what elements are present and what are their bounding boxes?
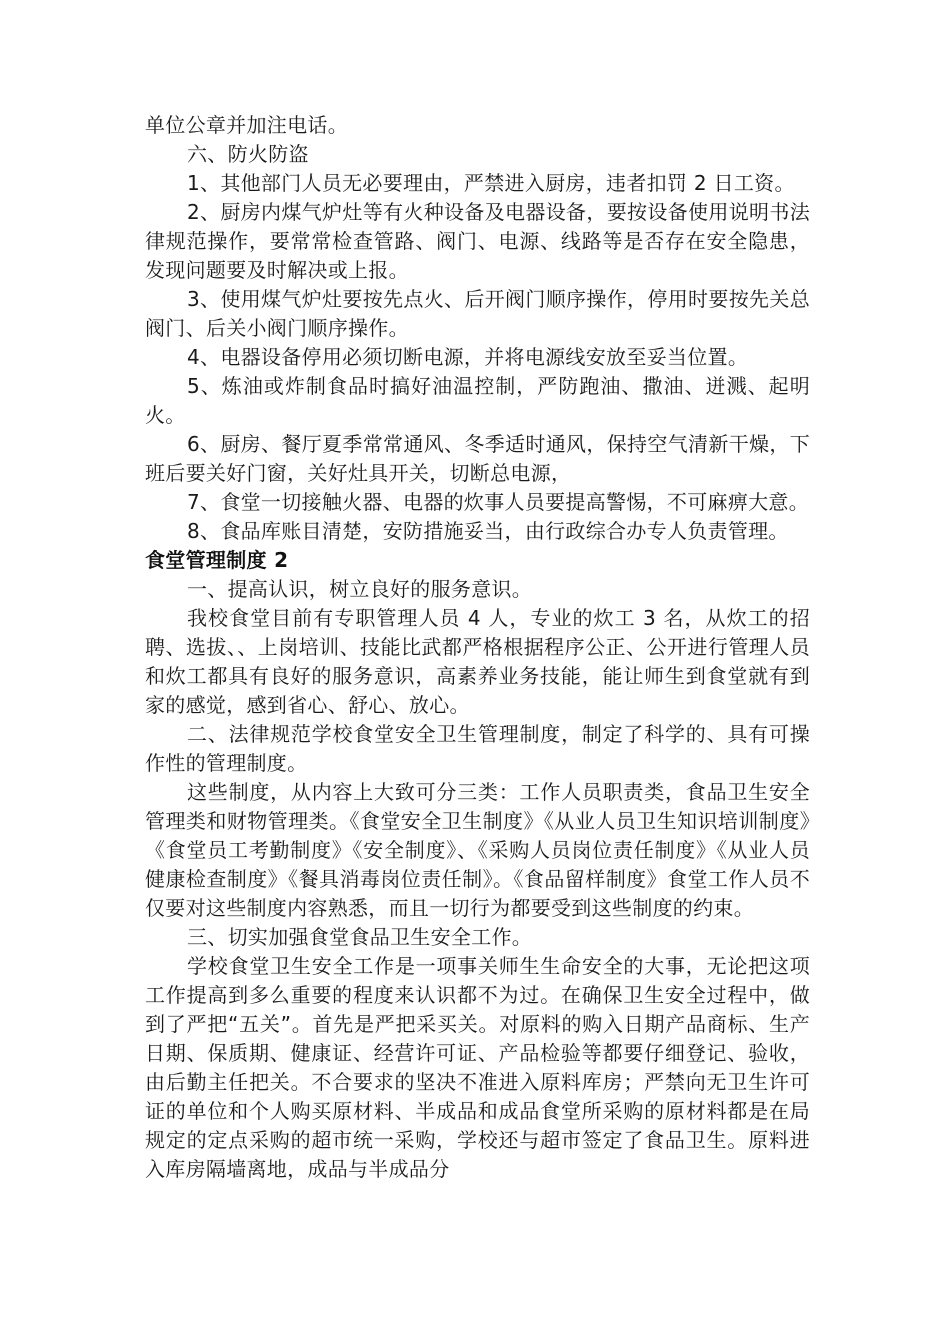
paragraph: 二、法律规范学校食堂安全卫生管理制度，制定了科学的、具有可操作性的管理制度。: [145, 722, 810, 775]
paragraph: 3、使用煤气炉灶要按先点火、后开阀门顺序操作，停用时要按先关总阀门、后关小阀门顺序操作。: [145, 287, 810, 340]
paragraph: 6、厨房、餐厅夏季常常通风、冬季适时通风，保持空气清新干燥，下班后要关好门窗，关好灶具开关，切断总电源，: [145, 432, 810, 485]
paragraph: 7、食堂一切接触火器、电器的炊事人员要提高警惕，不可麻痹大意。: [187, 490, 810, 514]
paragraph: 这些制度，从内容上大致可分三类：工作人员职责类，食品卫生安全管理类和财物管理类。《食堂安全卫生制度》《从业人员卫生知识培训制度》《食堂员工考勤制度》《安全制度》、《采购人员岗位责任制度》《从业人员健康检查制度》《餐具消毒岗位责任制》。《食品留样制度》食堂工作人员不仅要对这些制度内容熟悉，而且一切行为都要受到这些制度的约束。: [145, 780, 810, 920]
document-body: [145, 111, 810, 1184]
paragraph: 单位公章并加注电话。: [145, 113, 348, 137]
paragraph: 三、切实加强食堂食品卫生安全工作。: [187, 925, 533, 949]
paragraph: 2、厨房内煤气炉灶等有火种设备及电器设备，要按设备使用说明书法律规范操作，要常常检查管路、阀门、电源、线路等是否存在安全隐患，发现问题要及时解决或上报。: [145, 200, 810, 282]
paragraph: 我校食堂目前有专职管理人员 4 人，专业的炊工 3 名，从炊工的招聘、选拔、、上岗培训、技能比武都严格根据程序公正、公开进行管理人员和炊工都具有良好的服务意识，高素养业务技能，能让师生到食堂就有到家的感觉，感到省心、舒心、放心。: [145, 606, 810, 717]
paragraph: 六、防火防盗: [187, 142, 309, 166]
paragraph: 学校食堂卫生安全工作是一项事关师生生命安全的大事，无论把这项工作提高到多么重要的程度来认识都不为过。在确保卫生安全过程中，做到了严把“五关”。首先是严把采买关。对原料的购入日期产品商标、生产日期、保质期、健康证、经营许可证、产品检验等都要仔细登记、验收，由后勤主任把关。不合要求的坚决不准进入原料库房；严禁向无卫生许可证的单位和个人购买原材料、半成品和成品食堂所采购的原材料都是在局规定的定点采购的超市统一采购，学校还与超市签定了食品卫生。原料进入库房隔墙离地，成品与半成品分: [145, 954, 810, 1181]
paragraph: 1、其他部门人员无必要理由，严禁进入厨房，违者扣罚 2 日工资。: [187, 171, 795, 195]
paragraph: 4、电器设备停用必须切断电源，并将电源线安放至妥当位置。: [187, 345, 749, 369]
section-fire-safety: [145, 111, 810, 546]
paragraph: 5、炼油或炸制食品时搞好油温控制，严防跑油、撒油、迸溅、起明火。: [145, 374, 810, 427]
section-canteen-management: [145, 575, 810, 1184]
section-title: 食堂管理制度 2: [145, 548, 289, 572]
paragraph: 一、提高认识，树立良好的服务意识。: [187, 577, 533, 601]
paragraph: 8、食品库账目清楚，安防措施妥当，由行政综合办专人负责管理。: [187, 519, 789, 543]
